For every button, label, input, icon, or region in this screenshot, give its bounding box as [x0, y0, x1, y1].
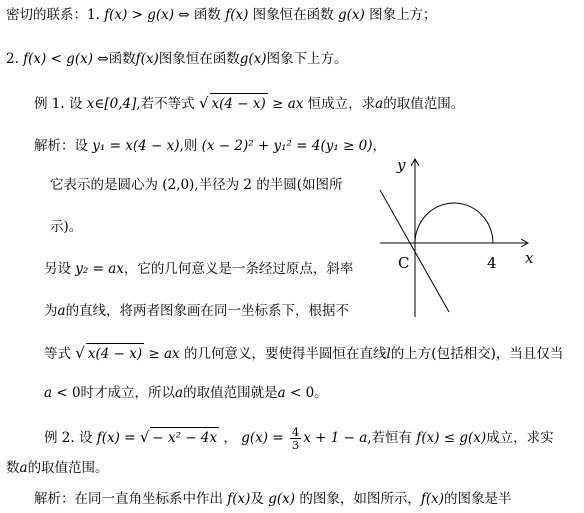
fraction: [290, 426, 301, 451]
ex2-sqrt: − x² − 4x: [150, 427, 219, 448]
circle-desc-line: [50, 175, 343, 195]
let-a: 另设: [44, 261, 76, 277]
let-line: [44, 259, 353, 279]
origin-label: C: [398, 254, 410, 272]
l2-text2: 图象恒在函数: [158, 51, 240, 67]
ex1-b: x∈[0,4]: [86, 96, 137, 112]
ex2-b: f(x) =: [96, 430, 140, 446]
l2-math1: f(x) < g(x) ⇔: [23, 51, 109, 67]
sol2-a: 解析：在同一直角坐标系中作出: [34, 491, 228, 507]
ineq-sqrt: x(4 − x): [86, 343, 144, 364]
cond-d: a: [175, 385, 184, 401]
example-2-line: [44, 426, 554, 451]
example-1-line: [34, 93, 464, 114]
fraction-denominator: 3: [291, 438, 300, 452]
ineq-c: 的几何意义，要使得半圆恒在直线: [179, 346, 387, 362]
cond-f: a: [277, 385, 286, 401]
ex1-f: a: [375, 96, 384, 112]
ex2-c: ，: [219, 430, 242, 446]
l2-prefix: 2.: [6, 51, 24, 67]
slope-a: 为: [44, 303, 58, 319]
circle-desc-line-2: [50, 217, 82, 237]
ex2-g: f(x) ≤ g(x): [416, 430, 487, 446]
l1-text3: 图象上方；: [369, 7, 437, 23]
example-2-line-2: [6, 458, 109, 478]
ex2-d: g(x) =: [241, 430, 288, 446]
cond-e: 的取值范围就是: [183, 385, 278, 401]
l1-text2: 图象恒在函数: [252, 7, 338, 23]
fraction-numerator: 4: [291, 425, 300, 439]
ex2-h: 成立，求实: [486, 430, 554, 446]
ex2b-c: 的取值范围。: [27, 460, 109, 476]
l2-text3: 图象下上方。: [266, 51, 348, 67]
ex1-d: ≥ ax: [267, 96, 304, 112]
cond-b: < 0: [52, 385, 81, 401]
sol1-d: (x − 2)² + y₁² = 4(y₁ ≥ 0): [201, 138, 373, 154]
condition-line: [44, 383, 328, 403]
sqrt-sign: √: [198, 94, 209, 112]
sol2-e: 的图象，如图所示，: [295, 491, 421, 507]
sol2-g: 的图象是半: [444, 491, 512, 507]
sol2-f: f(x): [420, 491, 444, 507]
l1-math1: f(x) > g(x) ⇔: [104, 7, 194, 23]
sqrt-sign-3: √: [139, 428, 150, 446]
cond-g: < 0: [285, 385, 315, 401]
semicircle-graph: [375, 152, 555, 322]
ex2-f: ,若恒有: [367, 430, 417, 446]
ex2b-b: a: [19, 460, 28, 476]
sol2-c: 及: [250, 491, 269, 507]
ex2-e: x + 1 − a: [303, 430, 368, 446]
sol1-e: ，: [372, 138, 387, 154]
cond-h: 。: [314, 385, 328, 401]
l1-math3: g(x): [337, 7, 365, 23]
semicircle: [415, 203, 493, 243]
ineq-a: 等式: [44, 346, 76, 362]
l2-math3: g(x): [239, 51, 267, 67]
circ-a: 它表示的是圆心为 (2,0),半径为 2 的半圆(如图所: [50, 177, 343, 193]
sol2-b: f(x): [227, 491, 251, 507]
ineq-b: ≥ ax: [144, 346, 180, 362]
sqrt-sign-2: √: [75, 344, 85, 362]
ex1-sqrt: x(4 − x): [210, 93, 268, 114]
l2-text1: 函数: [108, 51, 136, 67]
l1-prefix: 密切的联系：1.: [6, 7, 100, 23]
solution-2-line: [34, 489, 512, 509]
sol1-b: y₁ = x(4 − x): [92, 138, 180, 154]
ex1-e: 恒成立，求: [303, 96, 376, 112]
cond-c: 时才成立，所以: [80, 385, 176, 401]
four-label: 4: [487, 254, 497, 272]
circ-b: 示)。: [50, 219, 83, 235]
let-b: y₂ = ax: [75, 261, 124, 277]
slope-line: [44, 301, 349, 321]
l1-math2: f(x): [225, 7, 249, 23]
ex2-a: 例 2. 设: [44, 430, 97, 446]
ex1-g: 的取值范围。: [383, 96, 465, 112]
sol2-d: g(x): [268, 491, 296, 507]
y-axis-label: y: [397, 156, 406, 174]
ineq-d: l: [386, 346, 391, 362]
ex1-a: 例 1. 设: [34, 96, 87, 112]
ineq-e: 的上方(包括相交)，当且仅当: [390, 346, 564, 362]
sol1-a: 解析：设: [34, 138, 93, 154]
ex2b-a: 数: [6, 460, 20, 476]
sol1-c: ,则: [179, 138, 202, 154]
text-line-1: [6, 5, 437, 25]
slope-b: a: [57, 303, 66, 319]
x-axis-label: x: [525, 249, 534, 267]
let-c: ，它的几何意义是一条经过原点，斜率: [123, 261, 354, 277]
l1-text1: 函数: [193, 7, 226, 23]
slope-c: 的直线，将两者图象画在同一坐标系下，根据不: [65, 303, 350, 319]
inequality-line: [44, 343, 563, 364]
solution-1-line: [34, 136, 386, 156]
cond-a: a: [44, 385, 53, 401]
text-line-2: [6, 49, 348, 69]
ex1-c: ,若不等式: [136, 96, 199, 112]
l2-math2: f(x): [135, 51, 159, 67]
